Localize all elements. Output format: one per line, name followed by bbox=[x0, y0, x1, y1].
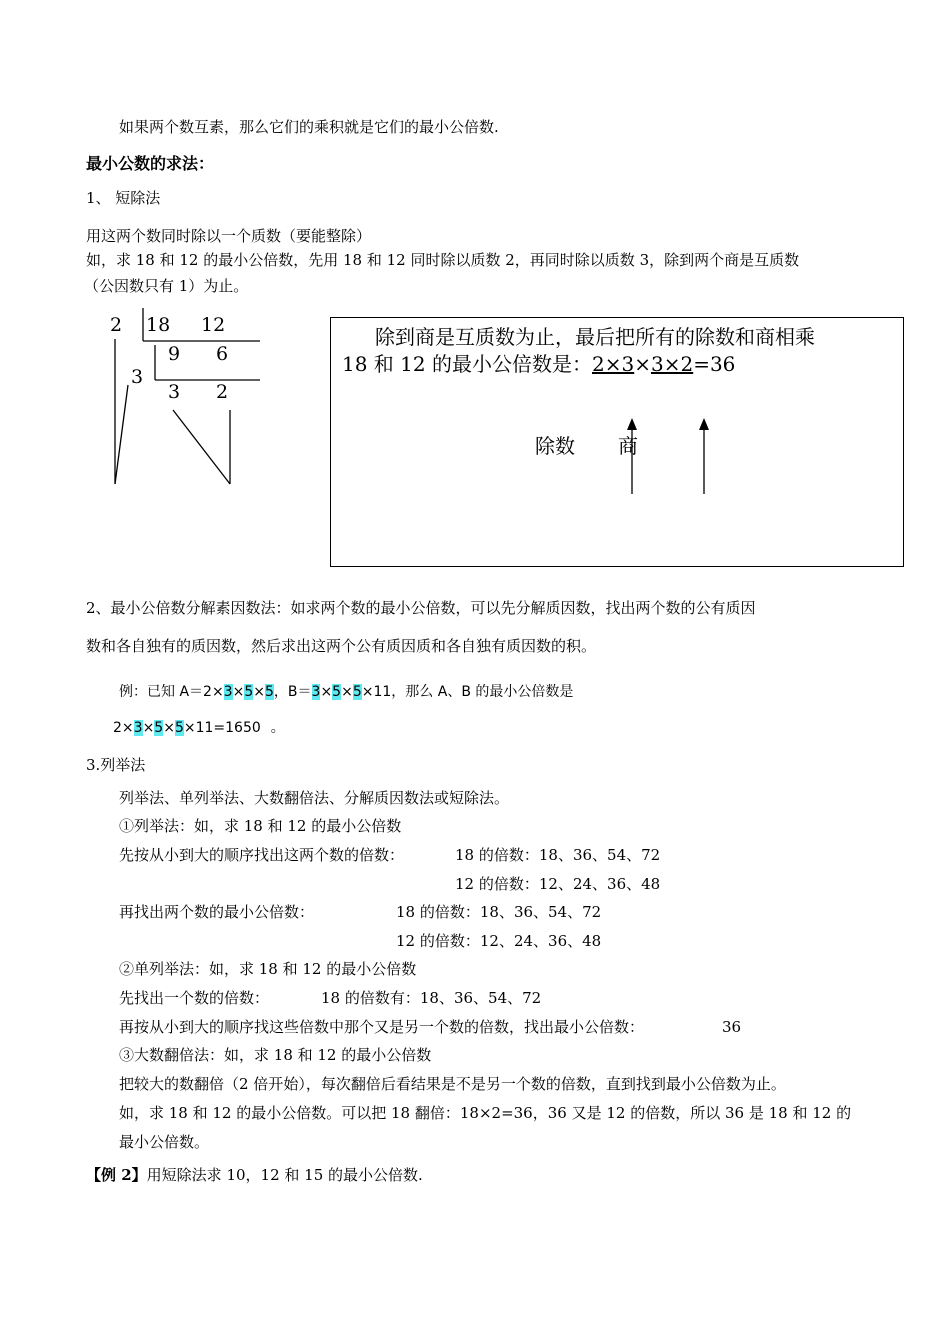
method2-line2: 数和各自独有的质因数，然后求出这两个公有质因质和各自独有质因数的积。 bbox=[86, 637, 597, 655]
dividend-18: 18 bbox=[146, 314, 171, 336]
box-result: =36 bbox=[693, 352, 736, 376]
box-line1-pre: 除到商是互质数为止，最后把所有的 bbox=[375, 325, 695, 349]
sub2-title: ②单列举法：如，求 18 和 12 的最小公倍数 bbox=[119, 960, 417, 978]
b-factor-5: ×11 bbox=[361, 684, 392, 700]
dividend-12: 12 bbox=[201, 314, 226, 336]
sub2-answer: 36 bbox=[722, 1018, 742, 1036]
box-line1-post: 相乘 bbox=[775, 325, 815, 349]
b-factor-3: × bbox=[341, 684, 353, 700]
ans-2: × bbox=[142, 720, 155, 736]
example2 bbox=[86, 1165, 423, 1185]
quotient-2: 2 bbox=[216, 381, 229, 403]
sub2-step2: 再按从小到大的顺序找这些倍数中那个又是另一个数的倍数，找出最小公倍数： bbox=[119, 1018, 645, 1036]
box-line2-pre: 18 和 12 的最小公倍数是： bbox=[342, 352, 592, 376]
label-divisor: 除数 bbox=[535, 434, 575, 458]
method1-title: 1、 短除法 bbox=[86, 189, 161, 207]
sub1-title: ①列举法：如，求 18 和 12 的最小公倍数 bbox=[119, 817, 402, 835]
method3-title: 3.列举法 bbox=[86, 756, 146, 774]
sub3-line1: 把较大的数翻倍（2 倍开始），每次翻倍后看结果是不是另一个数的倍数，直到找到最小公倍数为止。 bbox=[119, 1075, 786, 1093]
quotient-9: 9 bbox=[168, 343, 181, 365]
sub1-multiples-12: 12 的倍数：12、24、36、48 bbox=[455, 875, 661, 893]
divisor-2: 3 bbox=[131, 366, 144, 388]
box-line2 bbox=[342, 351, 735, 377]
a-factor-4: × bbox=[253, 684, 265, 700]
section-heading: 最小公数的求法： bbox=[86, 154, 215, 173]
method2-line1: 2、最小公倍数分解素因数法：如求两个数的最小公倍数，可以先分解质因数，找出两个数的公有质因 bbox=[86, 599, 756, 617]
box-factor-quotients: 3×2 bbox=[650, 352, 694, 376]
example2-text: 用短除法求 10，12 和 15 的最小公倍数. bbox=[146, 1166, 423, 1184]
sub3-line3: 最小公倍数。 bbox=[119, 1133, 210, 1151]
a-factor-5: 5 bbox=[264, 684, 274, 700]
a-factor-0: 2× bbox=[203, 684, 224, 700]
ans-6: ×11=1650 bbox=[183, 720, 261, 736]
sub1-step1: 先按从小到大的顺序找出这两个数的倍数： bbox=[119, 846, 405, 864]
ans-0: 2× bbox=[113, 720, 134, 736]
example-mid: ，B＝ bbox=[273, 684, 312, 700]
sub1-multiples-12b: 12 的倍数：12、24、36、48 bbox=[396, 932, 602, 950]
method2-example bbox=[119, 682, 573, 702]
method1-example-line2: （公因数只有 1）为止。 bbox=[84, 277, 249, 295]
method3-intro: 列举法、单列举法、大数翻倍法、分解质因数法或短除法。 bbox=[119, 789, 510, 807]
example2-label: 【例 2】 bbox=[86, 1166, 147, 1184]
ans-5: 5 bbox=[174, 720, 184, 736]
ans-1: 3 bbox=[133, 720, 143, 736]
b-factor-4: 5 bbox=[352, 684, 362, 700]
method2-answer bbox=[113, 718, 285, 738]
ans-end: 。 bbox=[270, 720, 285, 736]
b-factor-1: × bbox=[320, 684, 333, 700]
box-times: × bbox=[634, 352, 651, 376]
b-factor-2: 5 bbox=[332, 684, 342, 700]
ans-4: × bbox=[163, 720, 175, 736]
example-suffix: ，那么 A、B 的最小公倍数是 bbox=[391, 684, 574, 700]
intro-text: 如果两个数互素，那么它们的乘积就是它们的最小公倍数. bbox=[119, 118, 499, 136]
a-factor-2: × bbox=[232, 684, 245, 700]
method1-desc: 用这两个数同时除以一个质数（要能整除） bbox=[86, 227, 372, 245]
divisor-1: 2 bbox=[110, 314, 123, 336]
method1-example-line1: 如，求 18 和 12 的最小公倍数，先用 18 和 12 同时除以质数 2，再同时除以质数 3，除到两个商是互质数 bbox=[86, 251, 800, 269]
sub2-step1: 先找出一个数的倍数： bbox=[119, 989, 270, 1007]
a-factor-1: 3 bbox=[223, 684, 233, 700]
sub1-multiples-18: 18 的倍数：18、36、54、72 bbox=[455, 846, 661, 864]
quotient-6: 6 bbox=[216, 343, 229, 365]
box-line1-bold: 除数和商 bbox=[695, 325, 775, 349]
sub2-multiples-18: 18 的倍数有：18、36、54、72 bbox=[321, 989, 542, 1007]
ans-3: 5 bbox=[154, 720, 164, 736]
a-factor-3: 5 bbox=[244, 684, 254, 700]
b-factor-0: 3 bbox=[311, 684, 321, 700]
sub3-title: ③大数翻倍法：如，求 18 和 12 的最小公倍数 bbox=[119, 1046, 432, 1064]
quotient-3: 3 bbox=[168, 381, 181, 403]
box-factor-divisors: 2×3 bbox=[591, 352, 635, 376]
sub3-line2: 如，求 18 和 12 的最小公倍数。可以把 18 翻倍：18×2=36，36 又是 12 的倍数，所以 36 是 18 和 12 的 bbox=[119, 1104, 852, 1122]
example-prefix: 例：已知 A＝ bbox=[119, 684, 204, 700]
sub1-multiples-18b: 18 的倍数：18、36、54、72 bbox=[396, 903, 602, 921]
box-line1 bbox=[375, 324, 815, 350]
label-quotient: 商 bbox=[618, 434, 638, 458]
sub1-step2: 再找出两个数的最小公倍数： bbox=[119, 903, 315, 921]
